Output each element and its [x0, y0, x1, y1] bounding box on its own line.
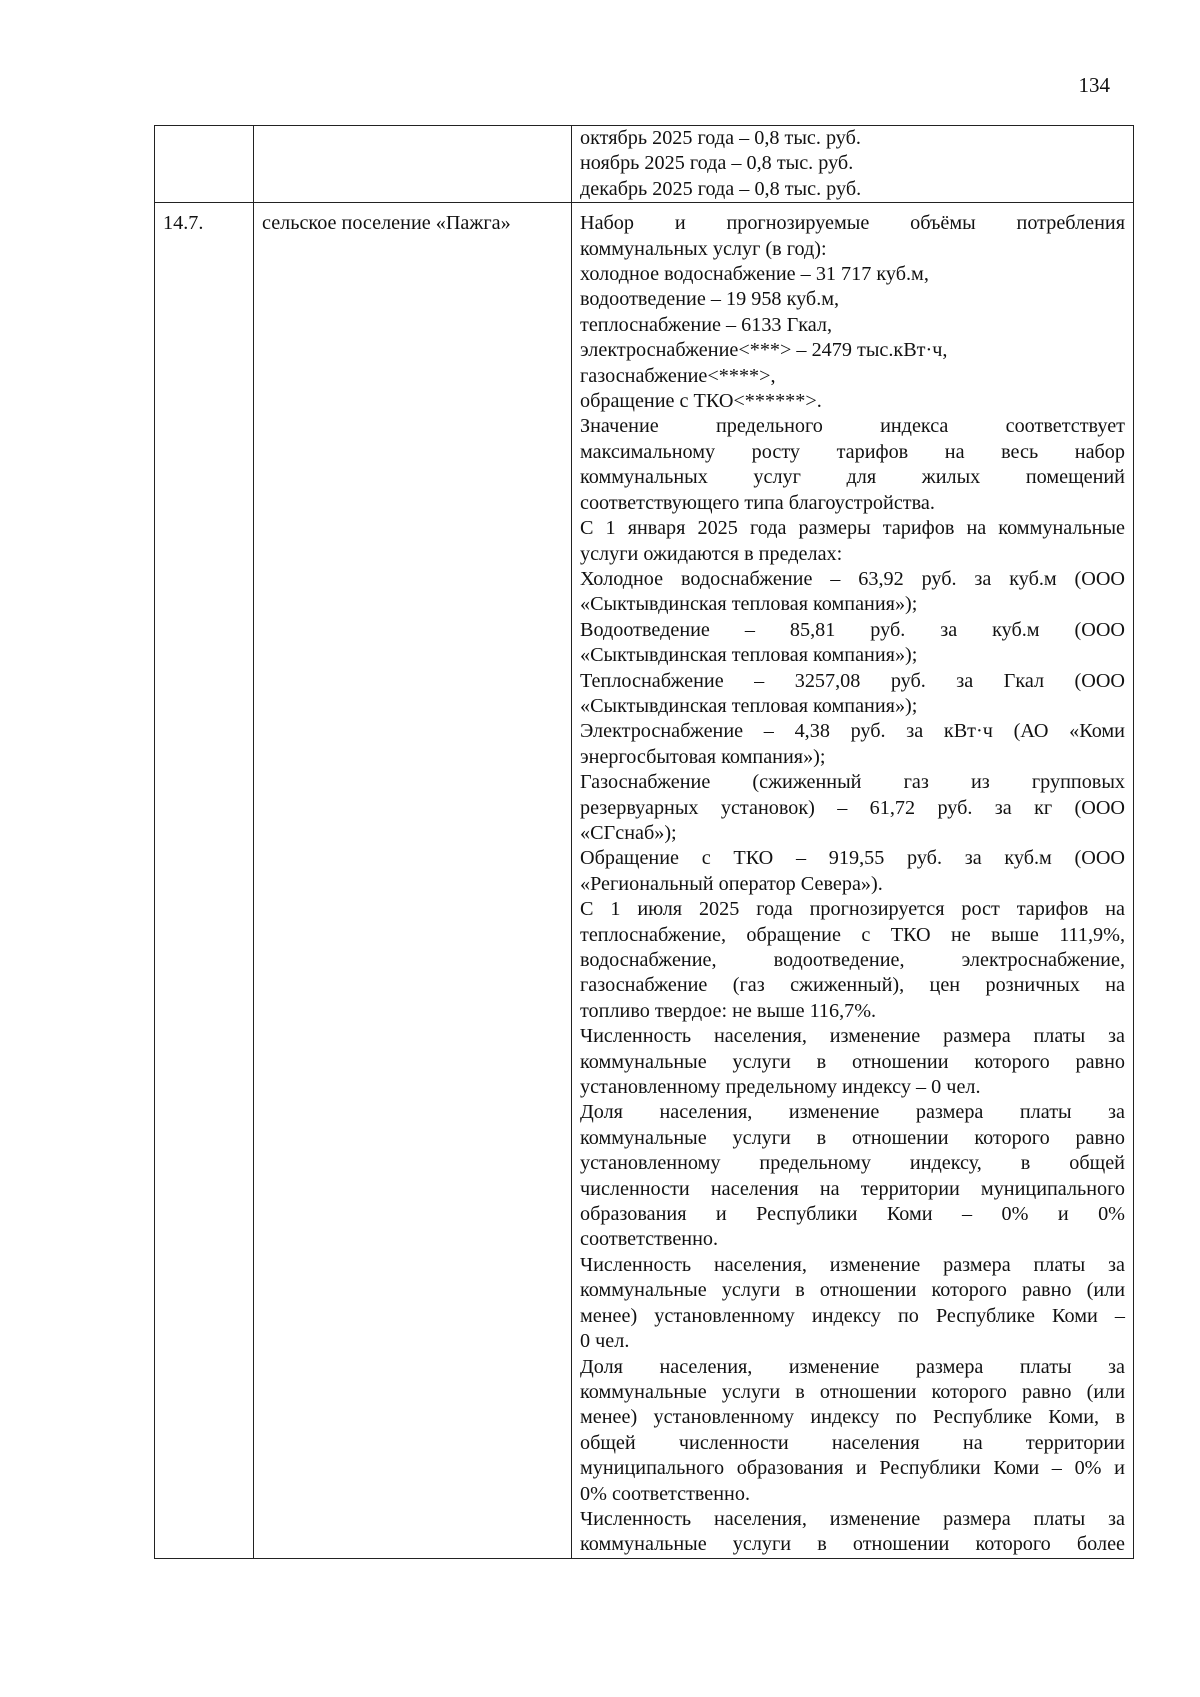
page-number: 134	[1078, 73, 1110, 97]
description-line: муниципального образования и Республики Коми – 0% и	[580, 1457, 1125, 1480]
description-line: С 1 июля 2025 года прогнозируется рост тарифов на	[580, 898, 1125, 921]
description-line: теплоснабжение, обращение с ТКО не выше 111,9%,	[580, 923, 1125, 946]
text-line: октябрь 2025 года – 0,8 тыс. руб.	[580, 127, 861, 149]
description-line: установленному предельному индексу, в общей	[580, 1152, 1125, 1175]
description-line: теплоснабжение – 6133 Гкал,	[580, 313, 832, 336]
description-line: С 1 января 2025 года размеры тарифов на коммунальные	[580, 517, 1125, 540]
description-line: Численность населения, изменение размера платы за	[580, 1253, 1125, 1276]
table-row-continued	[155, 126, 1134, 203]
description-line: газоснабжение (газ сжиженный), цен розничных на	[580, 974, 1125, 997]
description-line: «Сыктывдинская тепловая компания»);	[580, 644, 918, 667]
description-line: коммунальные услуги в отношении которого равно (или	[580, 1380, 1125, 1403]
municipality-name	[254, 203, 572, 1559]
description-line: коммунальных услуг для жилых помещений	[580, 466, 1125, 489]
description-line: Теплоснабжение – 3257,08 руб. за Гкал (ООО	[580, 669, 1125, 692]
table-row	[155, 203, 1134, 1559]
row-number	[155, 203, 254, 1559]
description-line: газоснабжение<****>,	[580, 364, 776, 387]
description-line: образования и Республики Коми – 0% и 0%	[580, 1203, 1125, 1226]
row-number-text: 14.7.	[163, 212, 204, 235]
description-line: менее) установленному индексу по Республике Коми –	[580, 1304, 1125, 1327]
description-line: Доля населения, изменение размера платы за	[580, 1355, 1125, 1378]
description-line: 0 чел.	[580, 1330, 630, 1353]
description-line: «Сыктывдинская тепловая компания»);	[580, 593, 918, 616]
description-line: Доля населения, изменение размера платы за	[580, 1101, 1125, 1124]
description-line: коммунальные услуги в отношении которого равно	[580, 1126, 1125, 1149]
description-line: Обращение с ТКО – 919,55 руб. за куб.м (ООО	[580, 847, 1125, 870]
text-line: ноябрь 2025 года – 0,8 тыс. руб.	[580, 152, 854, 175]
description-line: соответственно.	[580, 1228, 719, 1251]
description-line: «Региональный оператор Севера»).	[580, 872, 883, 895]
description-line: Численность населения, изменение размера платы за	[580, 1507, 1125, 1530]
description-line: коммунальные услуги в отношении которого более	[580, 1533, 1125, 1556]
description-line: топливо твердое: не выше 116,7%.	[580, 999, 877, 1022]
description-line: энергосбытовая компания»);	[580, 745, 826, 768]
description-line: менее) установленному индексу по Республике Коми, в	[580, 1406, 1125, 1429]
description-line: 0% соответственно.	[580, 1482, 751, 1505]
description-line: Набор и прогнозируемые объёмы потребления	[580, 212, 1125, 235]
description-cell	[572, 203, 1134, 1559]
description-line: холодное водоснабжение – 31 717 куб.м,	[580, 263, 929, 286]
description-line: коммунальные услуги в отношении которого равно	[580, 1050, 1125, 1073]
cell-number-empty	[155, 126, 254, 203]
description-line: Численность населения, изменение размера платы за	[580, 1025, 1125, 1048]
description-line: коммунальных услуг (в год):	[580, 237, 827, 260]
cell-name-empty	[254, 126, 572, 203]
description-line: «СГснаб»);	[580, 821, 677, 844]
description-line: водоотведение – 19 958 куб.м,	[580, 288, 840, 311]
description-line: водоснабжение, водоотведение, электроснабжение,	[580, 949, 1125, 971]
description-line: Водоотведение – 85,81 руб. за куб.м (ООО	[580, 618, 1125, 641]
description-line: «Сыктывдинская тепловая компания»);	[580, 694, 918, 717]
cell-text-continued	[572, 126, 1134, 203]
description-line: общей численности населения на территории	[580, 1431, 1125, 1454]
description-line: Электроснабжение – 4,38 руб. за кВт·ч (АО «Коми	[580, 720, 1125, 743]
description-line: услуги ожидаются в пределах:	[580, 542, 843, 565]
tariff-table	[154, 125, 1134, 1559]
description-line: установленному предельному индексу – 0 чел.	[580, 1076, 981, 1099]
description-line: Газоснабжение (сжиженный газ из групповых	[580, 771, 1125, 794]
description-line: электроснабжение<***> – 2479 тыс.кВт·ч,	[580, 339, 948, 362]
description-line: соответствующего типа благоустройства.	[580, 491, 935, 514]
municipality-name-text: сельское поселение «Пажга»	[262, 212, 511, 235]
description-line: резервуарных установок) – 61,72 руб. за кг (ООО	[580, 796, 1125, 819]
description-line: максимальному росту тарифов на весь набор	[580, 440, 1125, 463]
description-line: коммунальные услуги в отношении которого равно (или	[580, 1279, 1125, 1302]
description-line: Значение предельного индекса соответствует	[580, 415, 1125, 438]
description-line: численности населения на территории муниципального	[580, 1177, 1125, 1200]
description-line: Холодное водоснабжение – 63,92 руб. за куб.м (ООО	[580, 567, 1125, 590]
description-line: обращение с ТКО<******>.	[580, 390, 822, 413]
text-line: декабрь 2025 года – 0,8 тыс. руб.	[580, 177, 862, 200]
